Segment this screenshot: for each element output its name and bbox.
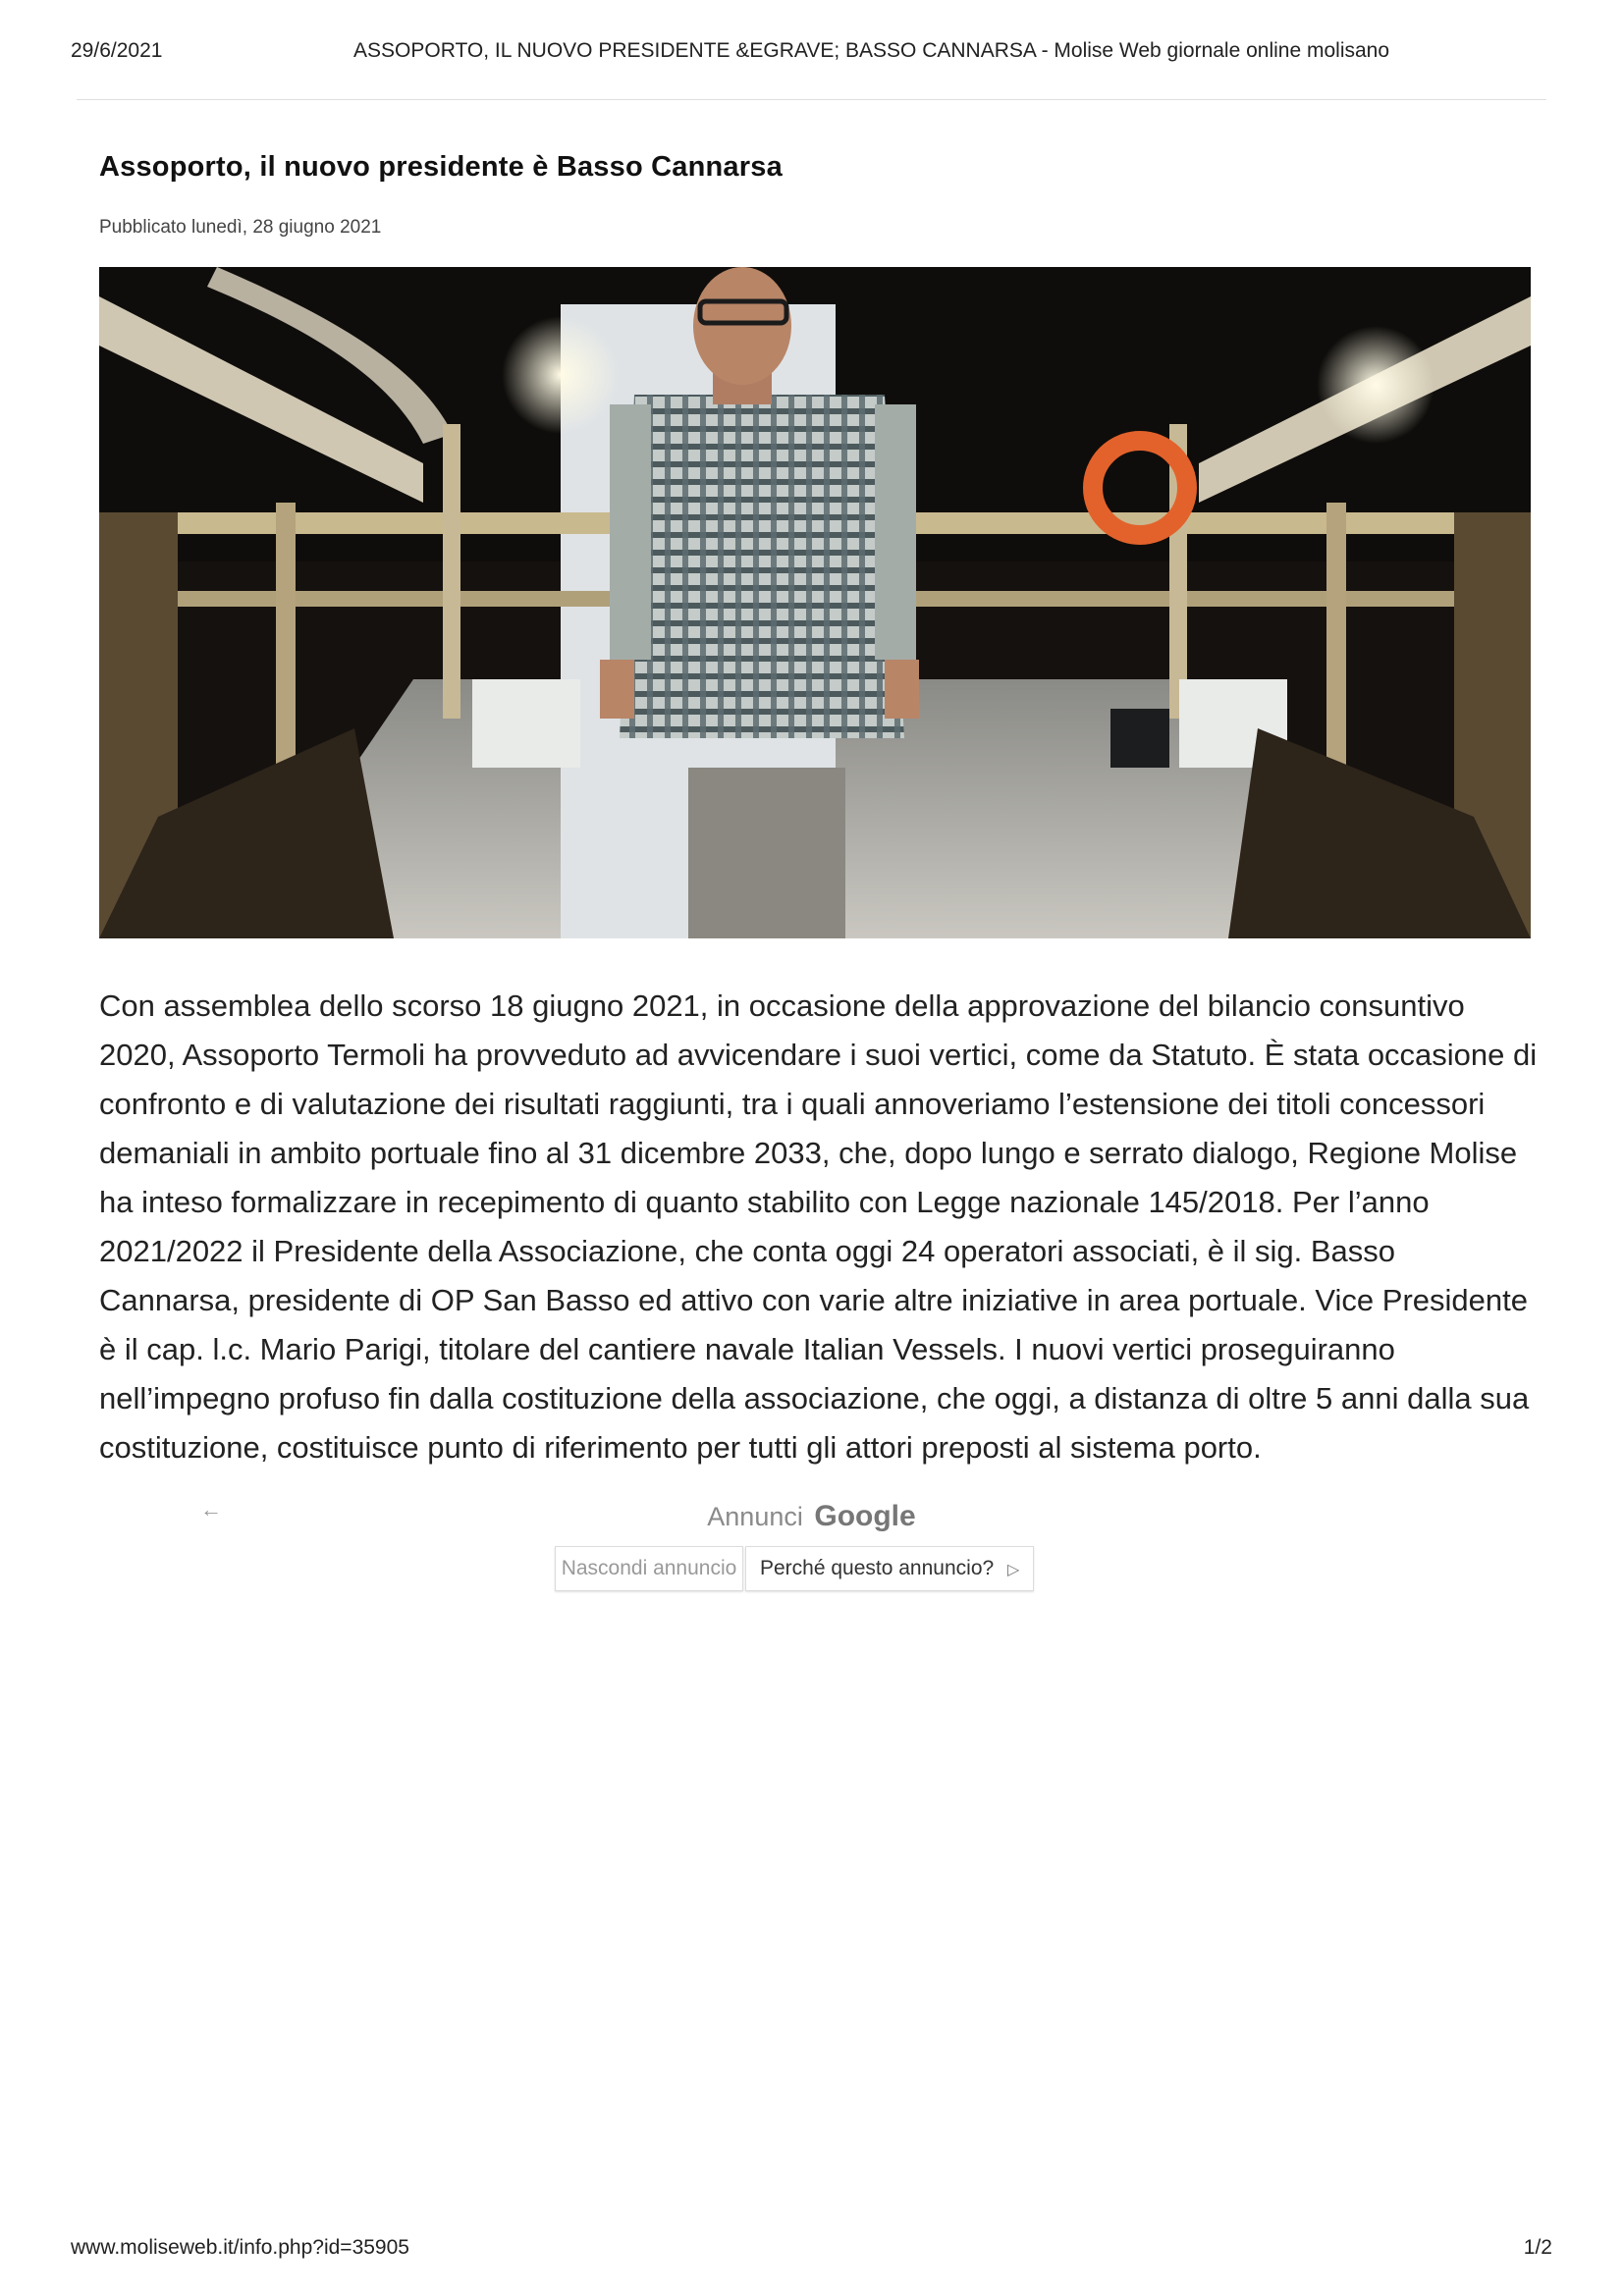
article-publish-date: Pubblicato lunedì, 28 giugno 2021 (99, 217, 382, 238)
print-date: 29/6/2021 (71, 39, 163, 62)
why-this-ad-button[interactable] (745, 1546, 1034, 1591)
print-url: www.moliseweb.it/info.php?id=35905 (71, 2236, 409, 2259)
hide-ad-button[interactable]: Nascondi annuncio (555, 1546, 743, 1591)
header-divider (77, 99, 1546, 100)
ad-controls (555, 1546, 1034, 1591)
article-body: Con assemblea dello scorso 18 giugno 2021, in occasione della approvazione del bilancio consuntivo 2020, Assoporto Termoli ha provveduto ad avvicendare i suoi vertici, come da Statuto. È stata occasione di confronto e di valutazione dei risultati raggiunti, tra i quali annoveriamo l’estensione dei titoli concessori demaniali in ambito portuale fino al 31 dicembre 2033, che, dopo lungo e serrato dialogo, Regione Molise ha inteso formalizzare in recepimento di quanto stabilito con Legge nazionale 145/2018. Per l’anno 2021/2022 il Presidente della Associazione, che conta oggi 24 operatori associati, è il sig. Basso Cannarsa, presidente di OP San Basso ed attivo con varie altre iniziative in area portuale. Vice Presidente è il cap. l.c. Mario Parigi, titolare del cantiere navale Italian Vessels. I nuovi vertici proseguiranno nell’impegno profuso fin dalla costituzione della associazione, che oggi, a distanza di oltre 5 anni dalla sua costituzione, costituisce punto di riferimento per tutti gli attori preposti al sistema porto. (99, 988, 1538, 1465)
article-photo (99, 267, 1531, 938)
ad-label (0, 1500, 1623, 1533)
article-title: Assoporto, il nuovo presidente è Basso Cannarsa (99, 151, 783, 183)
page-number: 1/2 (1523, 2236, 1552, 2259)
print-header (71, 39, 1552, 69)
google-logo: Google (814, 1500, 916, 1532)
back-arrow-icon[interactable]: ← (200, 1497, 222, 1522)
why-this-ad-label: Perché questo annuncio? (760, 1557, 995, 1579)
adchoices-icon: ▷ (1007, 1562, 1020, 1578)
print-page-title: ASSOPORTO, IL NUOVO PRESIDENTE &EGRAVE; BASSO CANNARSA - Molise Web giornale online molisano (353, 39, 1390, 62)
ad-label-prefix: Annunci (707, 1502, 803, 1531)
